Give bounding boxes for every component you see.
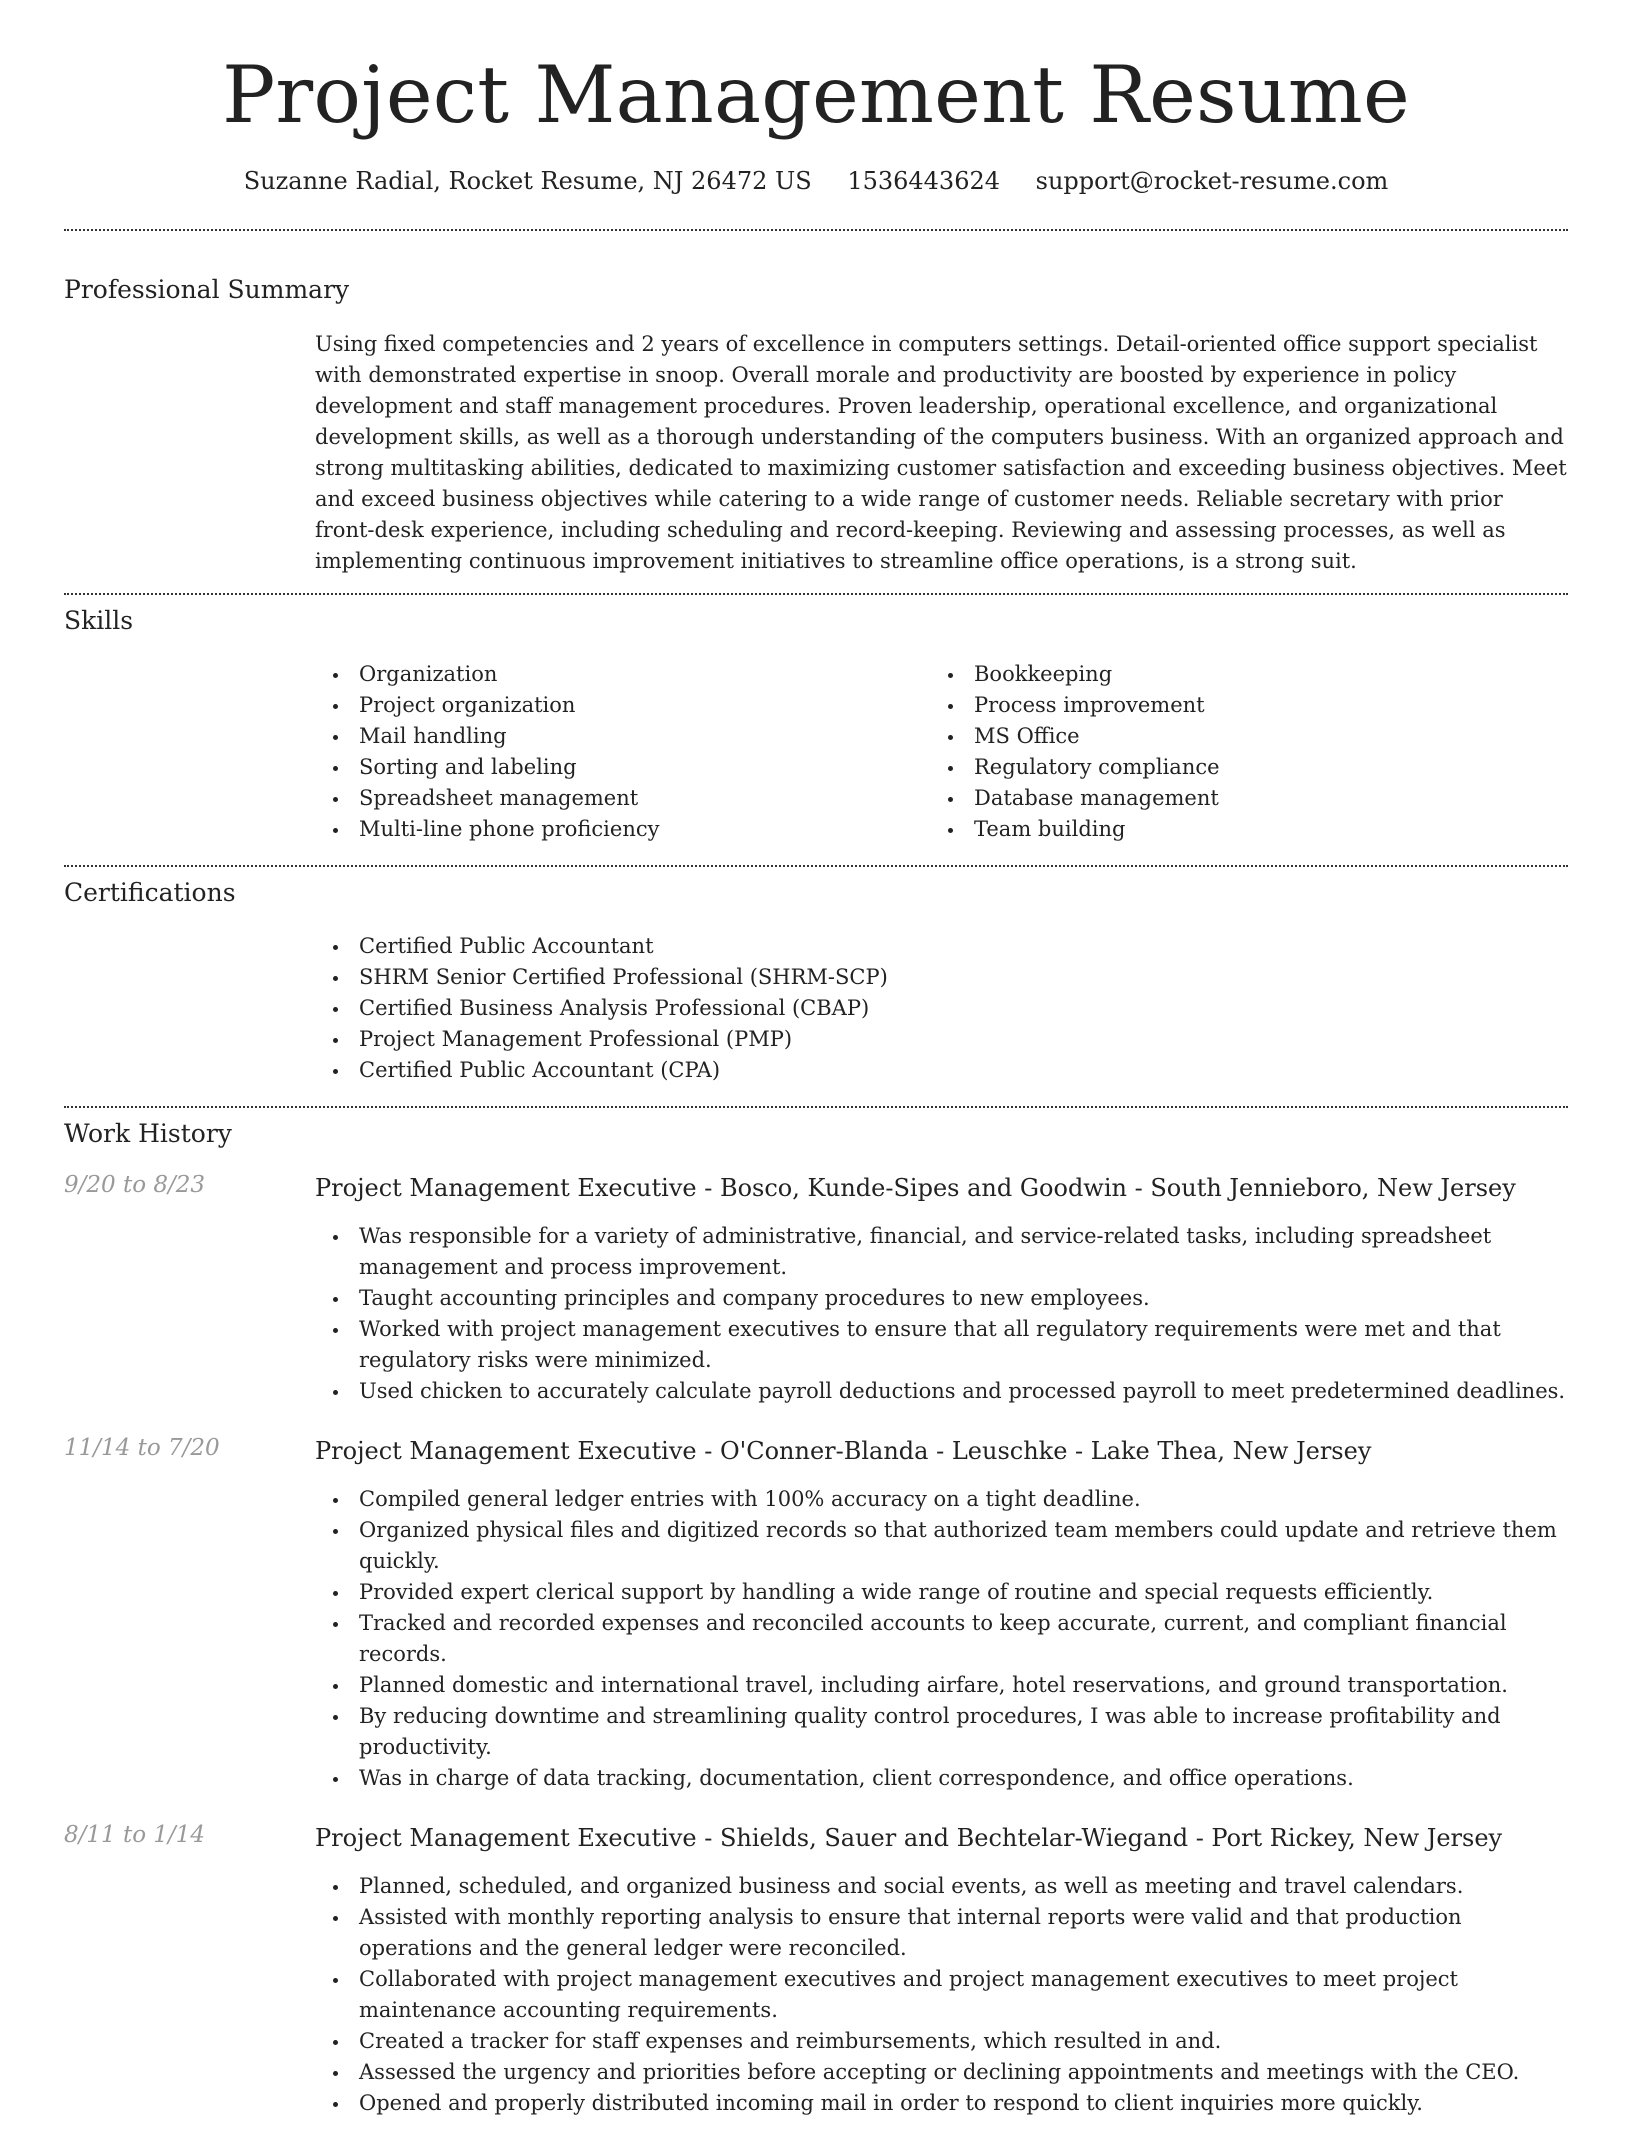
- skill-item: Project organization: [315, 690, 930, 721]
- contact-phone: 1536443624: [847, 167, 1001, 195]
- skills-grid: [315, 659, 1568, 845]
- skill-item: Database management: [930, 783, 1545, 814]
- certification-item: Project Management Professional (PMP): [315, 1024, 1568, 1055]
- skills-list-left: [315, 659, 930, 845]
- job-bullet: Was in charge of data tracking, documentation, client correspondence, and office operations.: [315, 1763, 1568, 1794]
- skill-item: Team building: [930, 814, 1545, 845]
- summary-heading: Professional Summary: [64, 275, 350, 304]
- divider: [64, 865, 1568, 867]
- job-body: [315, 1435, 1568, 1794]
- skill-item: Spreadsheet management: [315, 783, 930, 814]
- job-bullet: Opened and properly distributed incoming mail in order to respond to client inquiries more quickly.: [315, 2088, 1568, 2119]
- certifications-body: [315, 931, 1568, 1086]
- skill-item: Organization: [315, 659, 930, 690]
- job-bullet: Collaborated with project management executives and project management executives to meet project maintenance accounting requirements.: [315, 1964, 1568, 2026]
- job-dates: 8/11 to 1/14: [64, 1822, 206, 1848]
- certifications-heading: Certifications: [64, 878, 236, 907]
- job-dates: 11/14 to 7/20: [64, 1435, 220, 1461]
- work-heading: Work History: [64, 1119, 232, 1148]
- jobs-list: [64, 1172, 1568, 2119]
- certification-item: Certified Business Analysis Professional (CBAP): [315, 993, 1568, 1024]
- certifications-section: [64, 878, 1568, 1086]
- skill-item: Regulatory compliance: [930, 752, 1545, 783]
- skill-item: Multi-line phone proficiency: [315, 814, 930, 845]
- job-bullet: Created a tracker for staff expenses and reimbursements, which resulted in and.: [315, 2026, 1568, 2057]
- summary-section: [64, 275, 1568, 577]
- contact-email: support@rocket-resume.com: [1035, 167, 1389, 195]
- job-entry: [64, 1822, 1568, 2119]
- job-bullet: Organized physical files and digitized records so that authorized team members could update and retrieve them quickly.: [315, 1515, 1568, 1577]
- work-section: [64, 1119, 1568, 2119]
- job-body: [315, 1172, 1568, 1407]
- job-dates: 9/20 to 8/23: [64, 1172, 206, 1198]
- job-bullet: Worked with project management executives to ensure that all regulatory requirements were met and that regulatory risks were minimized.: [315, 1314, 1568, 1376]
- resume-page: [64, 0, 1568, 2147]
- job-bullet: Planned domestic and international travel, including airfare, hotel reservations, and ground transportation.: [315, 1670, 1568, 1701]
- divider: [64, 1106, 1568, 1108]
- certification-item: Certified Public Accountant (CPA): [315, 1055, 1568, 1086]
- skill-item: Mail handling: [315, 721, 930, 752]
- divider: [64, 593, 1568, 595]
- skill-item: MS Office: [930, 721, 1545, 752]
- job-bullets: [315, 1484, 1568, 1794]
- certification-item: SHRM Senior Certified Professional (SHRM-SCP): [315, 962, 1568, 993]
- job-bullets: [315, 1221, 1568, 1407]
- skills-heading: Skills: [64, 606, 134, 635]
- job-bullet: Taught accounting principles and company procedures to new employees.: [315, 1283, 1568, 1314]
- skills-section: [64, 606, 1568, 845]
- job-body: [315, 1822, 1568, 2119]
- job-bullet: Used chicken to accurately calculate payroll deductions and processed payroll to meet predetermined deadlines.: [315, 1376, 1568, 1407]
- summary-body: [315, 329, 1568, 577]
- skill-item: Process improvement: [930, 690, 1545, 721]
- resume-title: Project Management Resume: [222, 49, 1410, 141]
- skill-item: Bookkeeping: [930, 659, 1545, 690]
- divider: [64, 229, 1568, 231]
- job-bullets: [315, 1871, 1568, 2119]
- summary-text: Using fixed competencies and 2 years of excellence in computers settings. Detail-oriented office support specialist with demonstrated expertise in snoop. Overall morale and productivity are boosted by experience in policy development and staff management procedures. Proven leadership, operational excellence, and organizational development skills, as well as a thorough understanding of the computers business. With an organized approach and strong multitasking abilities, dedicated to maximizing customer satisfaction and exceeding business objectives. Meet and exceed business objectives while catering to a wide range of customer needs. Reliable secretary with prior front-desk experience, including scheduling and record-keeping. Reviewing and assessing processes, as well as implementing continuous improvement initiatives to streamline office operations, is a strong suit.: [315, 332, 1567, 573]
- job-bullet: Assessed the urgency and priorities before accepting or declining appointments and meetings with the CEO.: [315, 2057, 1568, 2088]
- job-bullet: Tracked and recorded expenses and reconciled accounts to keep accurate, current, and compliant financial records.: [315, 1608, 1568, 1670]
- job-bullet: Planned, scheduled, and organized business and social events, as well as meeting and travel calendars.: [315, 1871, 1568, 1902]
- contact-address: Suzanne Radial, Rocket Resume, NJ 26472 US: [243, 167, 812, 195]
- job-title: Project Management Executive - O'Conner-Blanda - Leuschke - Lake Thea, New Jersey: [315, 1437, 1372, 1465]
- skills-list-right: [930, 659, 1545, 845]
- certification-item: Certified Public Accountant: [315, 931, 1568, 962]
- certifications-list: [315, 931, 1568, 1086]
- job-bullet: Assisted with monthly reporting analysis to ensure that internal reports were valid and that production operations and the general ledger were reconciled.: [315, 1902, 1568, 1964]
- contact-line: [64, 167, 1568, 195]
- job-title: Project Management Executive - Bosco, Kunde-Sipes and Goodwin - South Jennieboro, New Jersey: [315, 1174, 1516, 1202]
- job-title: Project Management Executive - Shields, Sauer and Bechtelar-Wiegand - Port Rickey, New Jersey: [315, 1824, 1503, 1852]
- job-entry: [64, 1172, 1568, 1407]
- job-bullet: Was responsible for a variety of administrative, financial, and service-related tasks, including spreadsheet management and process improvement.: [315, 1221, 1568, 1283]
- skill-item: Sorting and labeling: [315, 752, 930, 783]
- job-entry: [64, 1435, 1568, 1794]
- job-bullet: By reducing downtime and streamlining quality control procedures, I was able to increase profitability and productivity.: [315, 1701, 1568, 1763]
- job-bullet: Compiled general ledger entries with 100% accuracy on a tight deadline.: [315, 1484, 1568, 1515]
- job-bullet: Provided expert clerical support by handling a wide range of routine and special requests efficiently.: [315, 1577, 1568, 1608]
